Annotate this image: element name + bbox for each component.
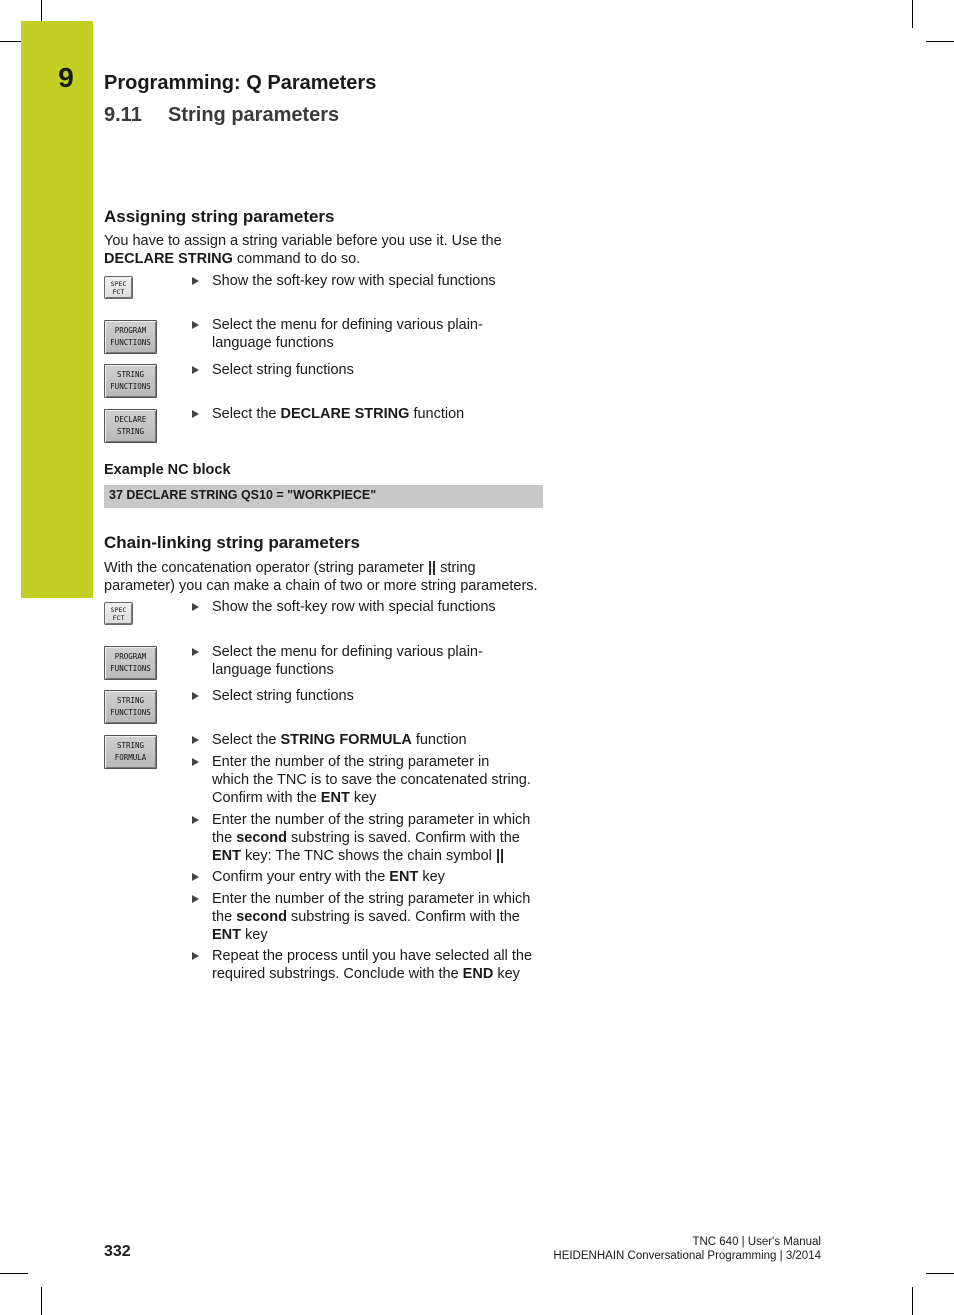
assign-intro: You have to assign a string variable before you use it. Use the DECLARE STRING command to do so. [104, 233, 502, 267]
declare-string-softkey[interactable]: DECLARE STRING [104, 409, 157, 443]
step-item: Select string functions [192, 687, 552, 705]
step-item: Enter the number of the string parameter in which the second substring is saved. Confirm with the ENT key: The TNC shows the chain symbol || [192, 811, 552, 865]
crop-mark [41, 1287, 42, 1315]
crop-mark [912, 0, 913, 28]
section-title: 9.11 String parameters [104, 104, 340, 126]
example-label: Example NC block [104, 462, 231, 478]
string-functions-softkey[interactable]: STRING FUNCTIONS [104, 364, 157, 398]
bullet-arrow-icon [192, 736, 199, 744]
crop-mark [0, 1273, 28, 1274]
bullet-arrow-icon [192, 692, 199, 700]
chain-intro: With the concatenation operator (string parameter || string parameter) you can make a chain of two or more string parameters. [104, 560, 538, 594]
chapter-tab [21, 21, 93, 598]
string-functions-softkey[interactable]: STRING FUNCTIONS [104, 690, 157, 724]
bullet-arrow-icon [192, 366, 199, 374]
bullet-arrow-icon [192, 895, 199, 903]
footer-info: TNC 640 | User's Manual HEIDENHAIN Conversational Programming | 3/2014 [553, 1236, 821, 1262]
bullet-arrow-icon [192, 816, 199, 824]
step-item: Enter the number of the string parameter in which the second substring is saved. Confirm with the ENT key [192, 890, 552, 944]
spec-fct-key[interactable]: SPEC FCT [104, 602, 133, 625]
chain-heading: Chain-linking string parameters [104, 533, 360, 552]
chapter-title: Programming: Q Parameters [104, 72, 377, 94]
step-item: Confirm your entry with the ENT key [192, 868, 552, 886]
bullet-arrow-icon [192, 758, 199, 766]
string-formula-softkey[interactable]: STRING FORMULA [104, 735, 157, 769]
nc-block-code: 37 DECLARE STRING QS10 = "WORKPIECE" [104, 485, 543, 508]
bullet-arrow-icon [192, 648, 199, 656]
crop-mark [926, 1273, 954, 1274]
spec-fct-key[interactable]: SPEC FCT [104, 276, 133, 299]
step-item: Select the STRING FORMULA function [192, 731, 552, 749]
crop-mark [912, 1287, 913, 1315]
bullet-arrow-icon [192, 277, 199, 285]
step-item: Select the DECLARE STRING function [192, 405, 552, 423]
program-functions-softkey[interactable]: PROGRAM FUNCTIONS [104, 646, 157, 680]
chapter-number: 9 [58, 62, 74, 93]
program-functions-softkey[interactable]: PROGRAM FUNCTIONS [104, 320, 157, 354]
page-number: 332 [104, 1243, 131, 1260]
step-item: Select string functions [192, 361, 552, 379]
step-item: Show the soft-key row with special functions [192, 272, 552, 290]
step-item: Repeat the process until you have selected all the required substrings. Conclude with the END key [192, 947, 552, 983]
step-item: Show the soft-key row with special functions [192, 598, 552, 616]
bullet-arrow-icon [192, 952, 199, 960]
crop-mark [926, 41, 954, 42]
bullet-arrow-icon [192, 410, 199, 418]
step-item: Select the menu for defining various plain- language functions [192, 643, 552, 679]
step-item: Select the menu for defining various plain- language functions [192, 316, 552, 352]
bullet-arrow-icon [192, 873, 199, 881]
assign-heading: Assigning string parameters [104, 207, 335, 226]
bullet-arrow-icon [192, 603, 199, 611]
bullet-arrow-icon [192, 321, 199, 329]
step-item: Enter the number of the string parameter in which the TNC is to save the concatenated string. Confirm with the ENT key [192, 753, 552, 807]
